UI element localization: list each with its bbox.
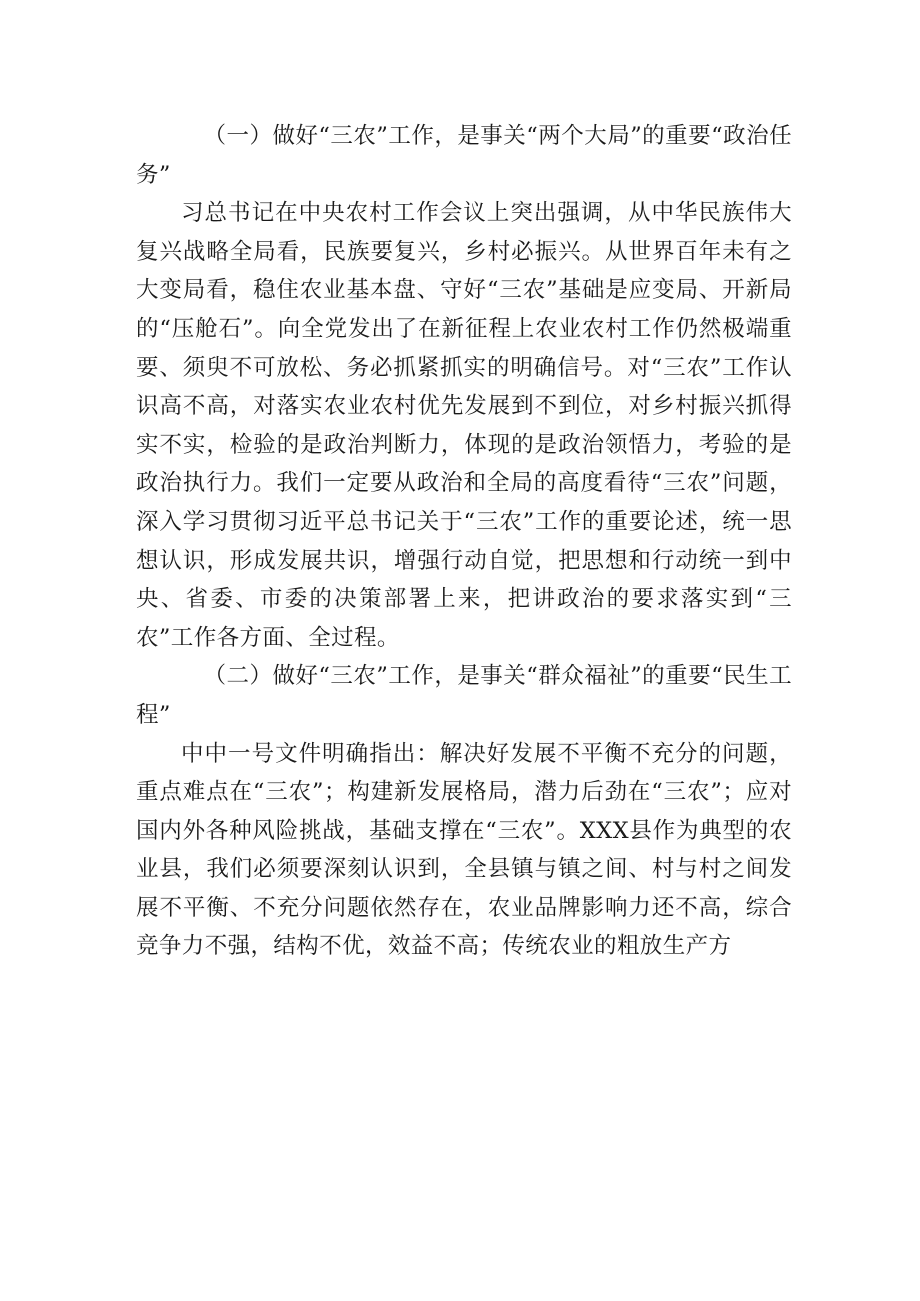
section-1-paragraph: 习总书记在中央农村工作会议上突出强调，从中华民族伟大复兴战略全局看，民族要复兴，乡村必振兴。从世界百年未有之大变局看，稳住农业基本盘、守好“三农”基础是应变局、开新局的“压舱石”。向全党发出了在新征程上农业农村工作仍然极端重要、须臾不可放松、务必抓紧抓实的明确信号。对“三农”工作认识高不高，对落实农业农村优先发展到不到位，对乡村振兴抓得实不实，检验的是政治判断力，体现的是政治领悟力，考验的是政治执行力。我们一定要从政治和全局的高度看待“三农”问题，深入学习贯彻习近平总书记关于“三农”工作的重要论述，统一思想认识，形成发展共识，增强行动自觉，把思想和行动统一到中央、省委、市委的决策部署上来，把讲政治的要求落实到“三农”工作各方面、全过程。 [136,200,792,651]
document-body [136,117,792,966]
section-2-heading: （二）做好“三农”工作，是事关“群众福祉”的重要“民生工程” [136,663,792,728]
section-1-heading: （一）做好“三农”工作，是事关“两个大局”的重要“政治任务” [136,123,792,188]
section-2-paragraph: 中中一号文件明确指出：解决好发展不平衡不充分的问题，重点难点在“三农”；构建新发展格局，潜力后劲在“三农”；应对国内外各种风险挑战，基础支撑在“三农”。XXX县作为典型的农业县，我们必须要深刻认识到，全县镇与镇之间、村与村之间发展不平衡、不充分问题依然存在，农业品牌影响力还不高，综合竞争力不强，结构不优，效益不高；传统农业的粗放生产方 [136,740,792,960]
